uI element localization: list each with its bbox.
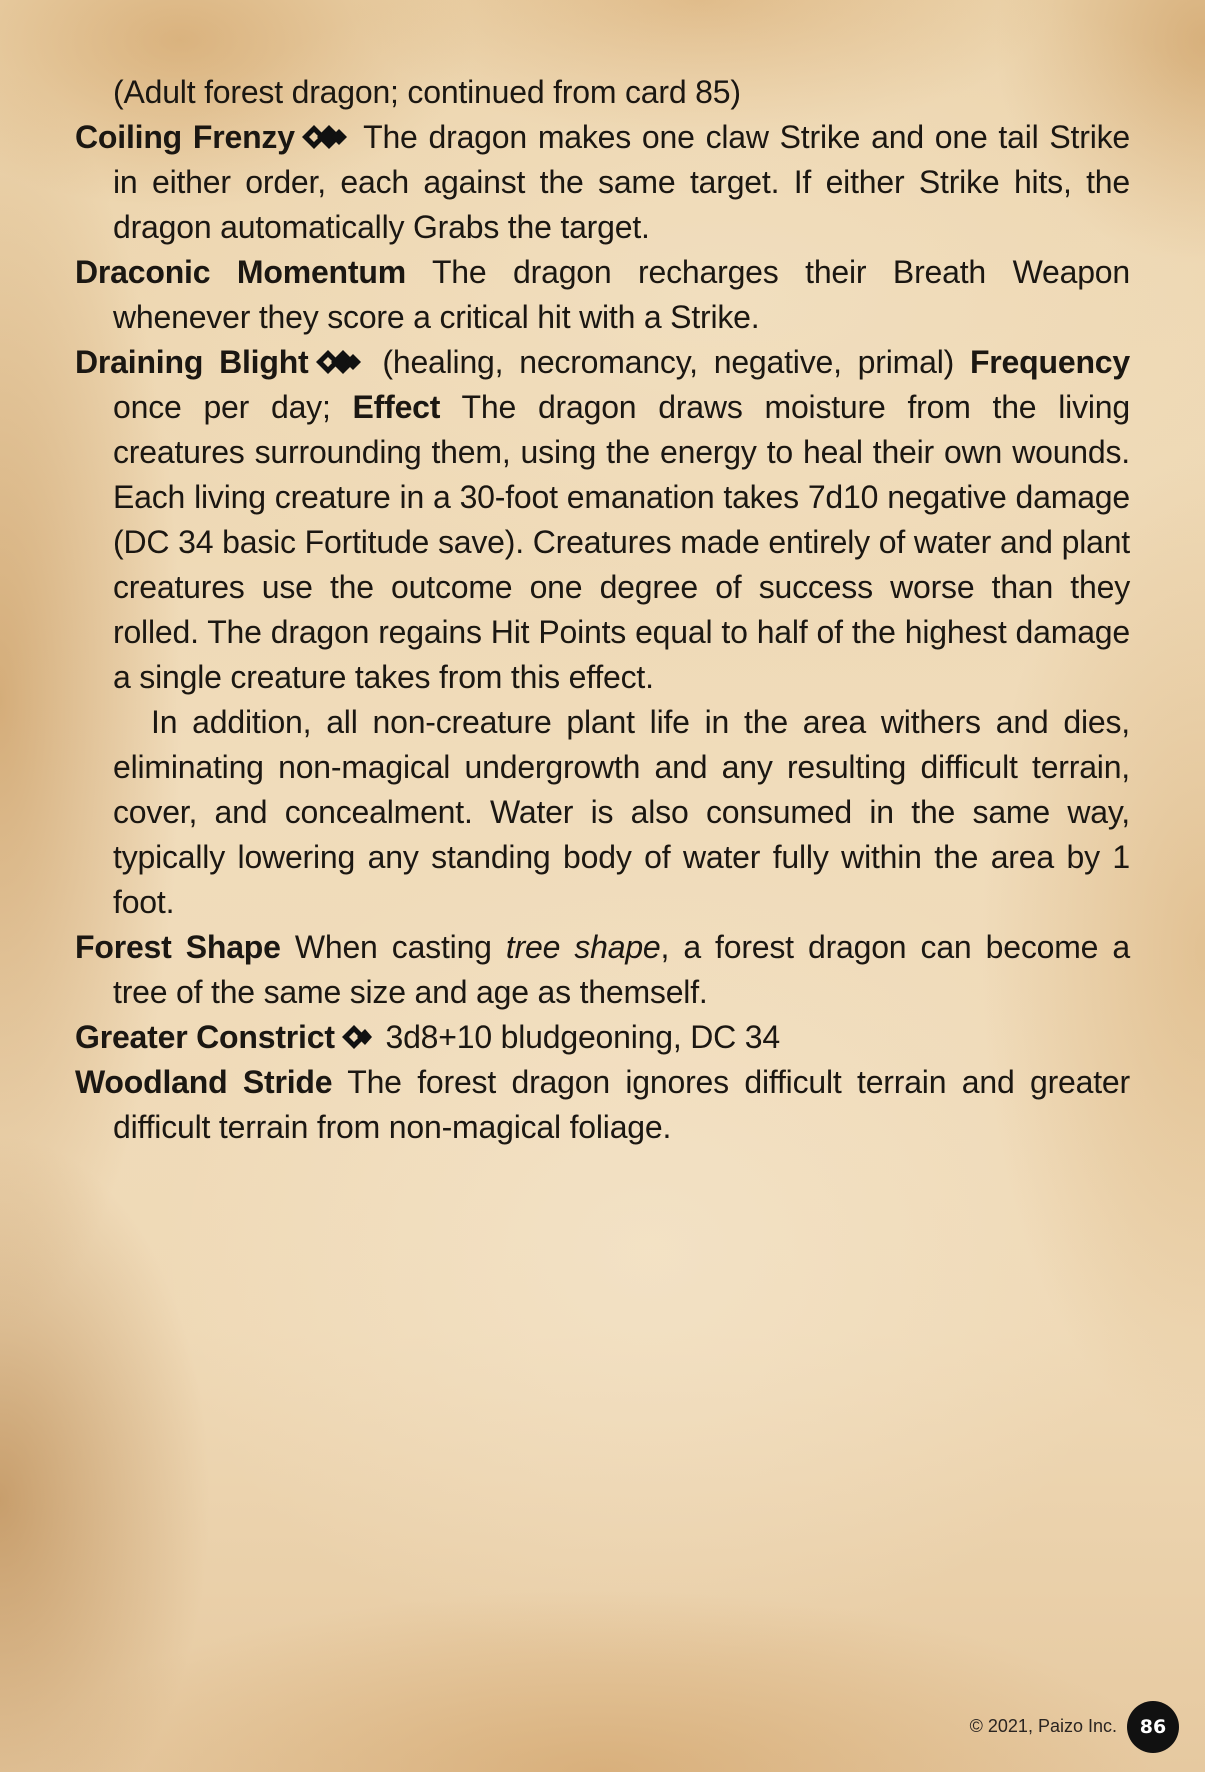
ability-text: The forest dragon ignores difficult terrain and greater difficult terrain from non-magical foliage. bbox=[113, 1064, 1130, 1145]
ability-woodland-stride bbox=[75, 1060, 1130, 1150]
one-action-icon bbox=[341, 1024, 373, 1050]
two-actions-icon bbox=[315, 349, 363, 375]
ability-greater-constrict bbox=[75, 1015, 1130, 1060]
page-number-badge: 86 bbox=[1127, 1701, 1179, 1753]
ability-forest-shape bbox=[75, 925, 1130, 1015]
effect-text: The dragon draws moisture from the living creatures surrounding them, using the energy to heal their own wounds. Each living creature in a 30-foot emanation takes 7d10 negative damage (DC 34 basic Fortitude save). Creatures made entirely of water and plant creatures use the outcome one degree of success worse than they rolled. The dragon regains Hit Points equal to half of the highest damage a single creature takes from this effect. bbox=[113, 389, 1130, 695]
effect-label: Effect bbox=[352, 389, 441, 425]
ability-name: Woodland Stride bbox=[75, 1064, 333, 1100]
card-text bbox=[75, 70, 1130, 1150]
ability-text: 3d8+10 bludgeoning, DC 34 bbox=[376, 1019, 780, 1055]
continuation-note: (Adult forest dragon; continued from card 85) bbox=[113, 74, 741, 110]
ability-coiling-frenzy bbox=[75, 115, 1130, 250]
ability-text: The dragon recharges their Breath Weapon whenever they score a critical hit with a Strike. bbox=[113, 254, 1130, 335]
effect-extra-paragraph: In addition, all non-creature plant life in the area withers and dies, eliminating non-magical undergrowth and any resulting difficult terrain, cover, and concealment. Water is also consumed in the same way, typically lowering any standing body of water fully within the area by 1 foot. bbox=[113, 704, 1130, 920]
frequency-label: Frequency bbox=[969, 344, 1130, 380]
ability-name: Forest Shape bbox=[75, 929, 281, 965]
ability-draconic-momentum bbox=[75, 250, 1130, 340]
ability-name: Greater Constrict bbox=[75, 1019, 335, 1055]
copyright-notice: © 2021, Paizo Inc. bbox=[969, 1716, 1117, 1736]
ability-text: The dragon makes one claw Strike and one tail Strike in either order, each against the same target. If either Strike hits, the dragon automatically Grabs the target. bbox=[113, 119, 1130, 245]
frequency-text: once per day; bbox=[113, 389, 353, 425]
spell-name: tree shape bbox=[505, 929, 661, 965]
ability-draining-blight bbox=[75, 340, 1130, 925]
ability-name: Draconic Momentum bbox=[75, 254, 406, 290]
ability-name: Draining Blight bbox=[75, 344, 309, 380]
two-actions-icon bbox=[301, 124, 349, 150]
ability-text: When casting bbox=[280, 929, 506, 965]
ability-name: Coiling Frenzy bbox=[75, 119, 295, 155]
ability-text: , a forest dragon can become a tree of the same size and age as themself. bbox=[113, 929, 1130, 1010]
ability-traits: (healing, necromancy, negative, primal) bbox=[366, 344, 970, 380]
